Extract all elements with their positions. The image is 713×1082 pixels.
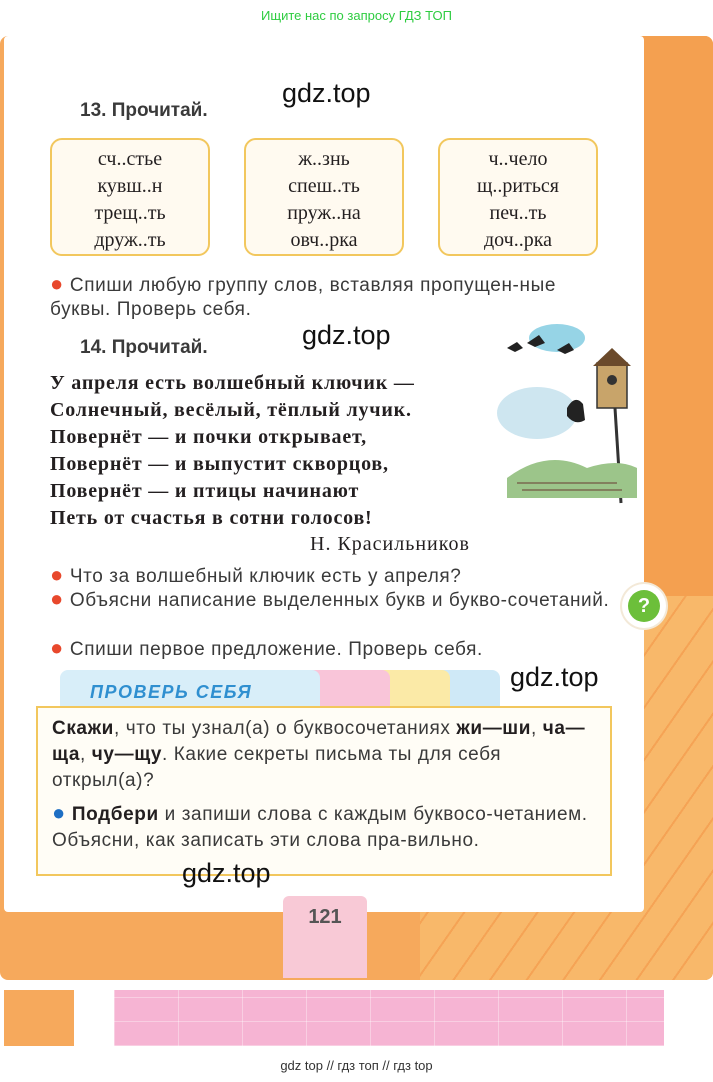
question-2: ● Объясни написание выделенных букв и букво-сочетаний. bbox=[50, 586, 610, 611]
bottom-banner[interactable]: gdz top // гдз топ // гдз top bbox=[280, 1058, 433, 1073]
bullet-icon: ● bbox=[52, 800, 66, 825]
poem-author: Н. Красильников bbox=[310, 533, 470, 555]
check-yourself-label: ПРОВЕРЬ СЕБЯ bbox=[90, 682, 253, 702]
word: кувш..н bbox=[97, 175, 163, 197]
watermark: gdz.top bbox=[510, 662, 599, 692]
question-1: ● Что за волшебный ключик есть у апреля? bbox=[50, 562, 462, 587]
word-group-3 bbox=[438, 138, 598, 256]
watermark: gdz.top bbox=[282, 78, 371, 108]
next-page-preview bbox=[4, 990, 664, 1046]
bullet-icon: ● bbox=[50, 271, 64, 296]
check-paragraph-1: Скажи, что ты узнал(а) о буквосочетаниях жи—ши, ча—ща, чу—щу. Какие секреты письма ты для себя открыл(а)? bbox=[52, 718, 586, 791]
poem-line: Повернёт — и почки открывает, bbox=[50, 426, 367, 448]
next-page-orange bbox=[4, 990, 74, 1046]
word: спеш..ть bbox=[288, 175, 360, 197]
top-banner[interactable]: Ищите нас по запросу ГДЗ ТОП bbox=[261, 8, 452, 23]
question-icon: ? bbox=[628, 590, 660, 622]
word: трещ..ть bbox=[94, 202, 166, 224]
poem-line: Солнечный, весёлый, тёплый лучик. bbox=[50, 399, 412, 421]
task-14-title: 14. Прочитай. bbox=[80, 337, 208, 358]
next-page-pink bbox=[114, 990, 664, 1046]
help-button[interactable] bbox=[622, 584, 666, 628]
word: сч..стье bbox=[97, 148, 163, 170]
watermark: gdz.top bbox=[302, 320, 391, 350]
check-paragraph-2: ● Подбери и запиши слова с каждым буквосо-четанием. Объясни, как записать эти слова пра-вильно. bbox=[52, 800, 588, 851]
word: щ..риться bbox=[476, 175, 560, 197]
poem-line: Петь от счастья в сотни голосов! bbox=[50, 507, 373, 529]
check-yourself-box bbox=[36, 706, 612, 876]
poem-line: Повернёт — и птицы начинают bbox=[50, 480, 360, 502]
bullet-icon: ● bbox=[50, 586, 64, 611]
poem-line: У апреля есть волшебный ключик — bbox=[50, 372, 415, 394]
watermark: gdz.top bbox=[182, 858, 271, 888]
word: ч..чело bbox=[488, 148, 548, 170]
word-group-2 bbox=[244, 138, 404, 256]
question-3: ● Спиши первое предложение. Проверь себя. bbox=[50, 635, 483, 660]
task-13-title: 13. Прочитай. bbox=[80, 100, 208, 121]
word: печ..ть bbox=[489, 202, 547, 224]
word: овч..рка bbox=[290, 229, 358, 251]
task-13-instruction: ● Спиши любую группу слов, вставляя пропущен-ные буквы. Проверь себя. bbox=[50, 271, 557, 320]
poem-line: Повернёт — и выпустит скворцов, bbox=[50, 453, 389, 475]
word-group-1 bbox=[50, 138, 210, 256]
poem bbox=[50, 370, 415, 532]
word: пруж..на bbox=[287, 202, 361, 224]
bullet-icon: ● bbox=[50, 635, 64, 660]
word: друж..ть bbox=[94, 229, 166, 251]
bullet-icon: ● bbox=[50, 562, 64, 587]
page-number: 121 bbox=[283, 896, 367, 978]
word: доч..рка bbox=[483, 229, 552, 251]
word: ж..знь bbox=[298, 148, 350, 170]
starling-birdhouse-illustration bbox=[497, 318, 637, 508]
